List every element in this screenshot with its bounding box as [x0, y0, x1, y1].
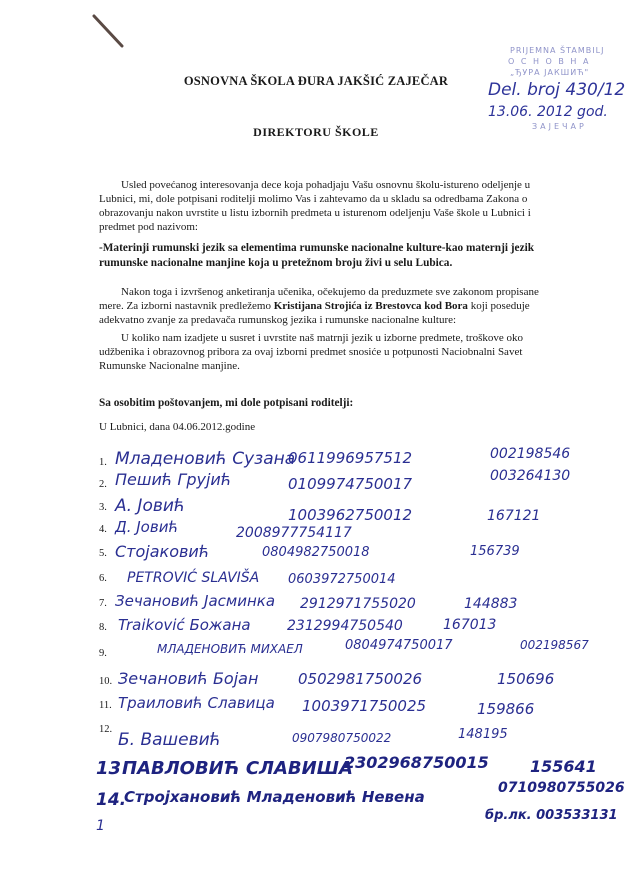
stamp-line-3: „ЂУРА ЈАКШИЋ"	[510, 68, 590, 77]
row-number: 5.	[99, 548, 107, 559]
signature-name: ПАВЛОВИЋ СЛАВИША	[122, 758, 353, 779]
signature-name: Зечановић Бојан	[118, 669, 259, 688]
signature-id: 156739	[470, 544, 520, 559]
stamp-date: 13.06. 2012 god.	[488, 104, 608, 120]
teacher-name: Kristijana Strojića iz Brestovca kod Bora	[273, 300, 468, 312]
signature-jmbg: 1003971750025	[302, 697, 427, 715]
signature-name: Д. Јовић	[115, 518, 179, 536]
teacher-text-c: koji poseduje adekvatno zvanje za predavača rumunskog jezika i rumunske nacionalne kulture:	[99, 300, 530, 326]
signature-id: 002198567	[520, 638, 589, 652]
signature-id: 159866	[477, 700, 535, 718]
stamp-number: Del. broj 430/12	[488, 80, 626, 100]
signature-jmbg: 0611996957512	[288, 449, 413, 467]
signature-jmbg: 2312994750540	[287, 618, 403, 634]
signature-name: PETROVIĆ SLAVIŠA	[127, 570, 260, 586]
signature-jmbg: 0907980750022	[292, 731, 392, 745]
signature-id: 155641	[530, 757, 597, 776]
pen-stroke-mark	[92, 14, 126, 50]
signature-name: А. Јовић	[115, 496, 186, 516]
row-number: 3.	[99, 502, 107, 513]
signature-jmbg: 0804982750018	[262, 545, 370, 560]
row-number: 4.	[99, 524, 107, 535]
signature-jmbg: 2302968750015	[344, 753, 489, 772]
signature-name: Б. Вашевић	[118, 730, 221, 750]
signature-jmbg: 1003962750012	[288, 506, 413, 524]
signature-name: МЛАДЕНОВИЋ МИХАЕЛ	[157, 642, 303, 656]
signature-name: Младеновић Сузана	[115, 449, 296, 469]
signature-jmbg: 2912971755020	[300, 596, 416, 612]
row-number: 9.	[99, 648, 107, 659]
signature-jmbg: 0502981750026	[298, 670, 423, 688]
stamp-city: ЗАЈЕЧАР	[532, 122, 587, 131]
signature-name: Стојаковић	[115, 542, 210, 561]
signature-jmbg: 0710980755026	[498, 780, 625, 796]
signature-id: 144883	[464, 596, 518, 612]
registry-stamp	[486, 44, 626, 136]
school-heading: OSNOVNA ŠKOLA ĐURA JAKŠIĆ ZAJEČAR	[183, 74, 449, 88]
recipient-heading: DIREKTORU ŠKOLE	[253, 125, 379, 139]
signature-name: Traiković Божана	[118, 616, 251, 634]
teacher-paragraph	[99, 285, 539, 327]
signature-id: 148195	[458, 727, 508, 742]
row-number: 2.	[99, 479, 107, 490]
signature-id: 167121	[487, 508, 541, 524]
row-number: 7.	[99, 598, 107, 609]
costs-paragraph: U koliko nam izadjete u susret i uvrstite naš matrnji jezik u izborne predmete, troškove oko udžbenika i obrazovnog pribora za ovaj izborni predmet snosiće u potpunosti Naciobnalni Savet Rumunske Nacionalne manjine.	[99, 332, 524, 372]
signature-id: бр.лк. 003533131	[485, 808, 618, 823]
stamp-line-2: О С Н О В Н А	[508, 57, 591, 66]
signature-name: Пешић Грујић	[115, 470, 232, 489]
closing-line: Sa osobitim poštovanjem, mi dole potpisani roditelji:	[99, 397, 354, 409]
signature-number: 13	[96, 758, 122, 779]
intro-paragraph: Usled povećanog interesovanja dece koja pohadjaju Vašu osnovnu školu-istureno odeljenje u Lubnici, mi, dole potpisani roditelji molimo Vas i zahtevamo da u skladu sa odredbama Zakona o obrazovanju nakon uvrstite u listu izbornih predmeta u isturenom odeljenju Vaše škole u Lubnici i predmet pod nazivom:	[99, 179, 531, 233]
signature-jmbg: 0603972750014	[288, 572, 396, 587]
subject-paragraph: -Materinji rumunski jezik sa elementima rumunske nacionalne kulture-kao maternji jezik rumunske nacionalne manjine koja u pretežnom broju živi u selu Lubica.	[99, 242, 535, 269]
row-number: 12.	[99, 724, 113, 735]
teacher-text-a: Nakon toga i izvršenog anketiranja učenika, očekujemo da preduzmete sve zakonom propisane mere. Za izborni nastavnik predležemo	[99, 286, 539, 312]
signature-name: Стројхановић Младеновић Невена	[124, 788, 425, 806]
signature-jmbg: 0109974750017	[288, 475, 413, 493]
row-number: 11.	[99, 700, 112, 711]
row-number: 8.	[99, 622, 107, 633]
place-date-line: U Lubnici, dana 04.06.2012.godine	[99, 421, 256, 433]
stamp-line-1: PRIJEMNA ŠTAMBILJ	[510, 46, 605, 55]
row-number: 10.	[99, 676, 113, 687]
signature-id: 003264130	[490, 468, 571, 484]
signature-id: 150696	[497, 670, 555, 688]
signature-number: 14.	[96, 790, 127, 810]
row-number: 6.	[99, 573, 107, 584]
page-mark: 1	[96, 818, 105, 834]
signature-jmbg: 0804974750017	[345, 638, 453, 653]
signature-jmbg: 2008977754117	[236, 525, 352, 541]
signature-id: 002198546	[490, 446, 571, 462]
signature-name: Зечановић Јасминка	[115, 592, 276, 610]
signature-name: Траиловић Славица	[118, 694, 275, 712]
signature-id: 167013	[443, 617, 497, 633]
row-number: 1.	[99, 457, 107, 468]
